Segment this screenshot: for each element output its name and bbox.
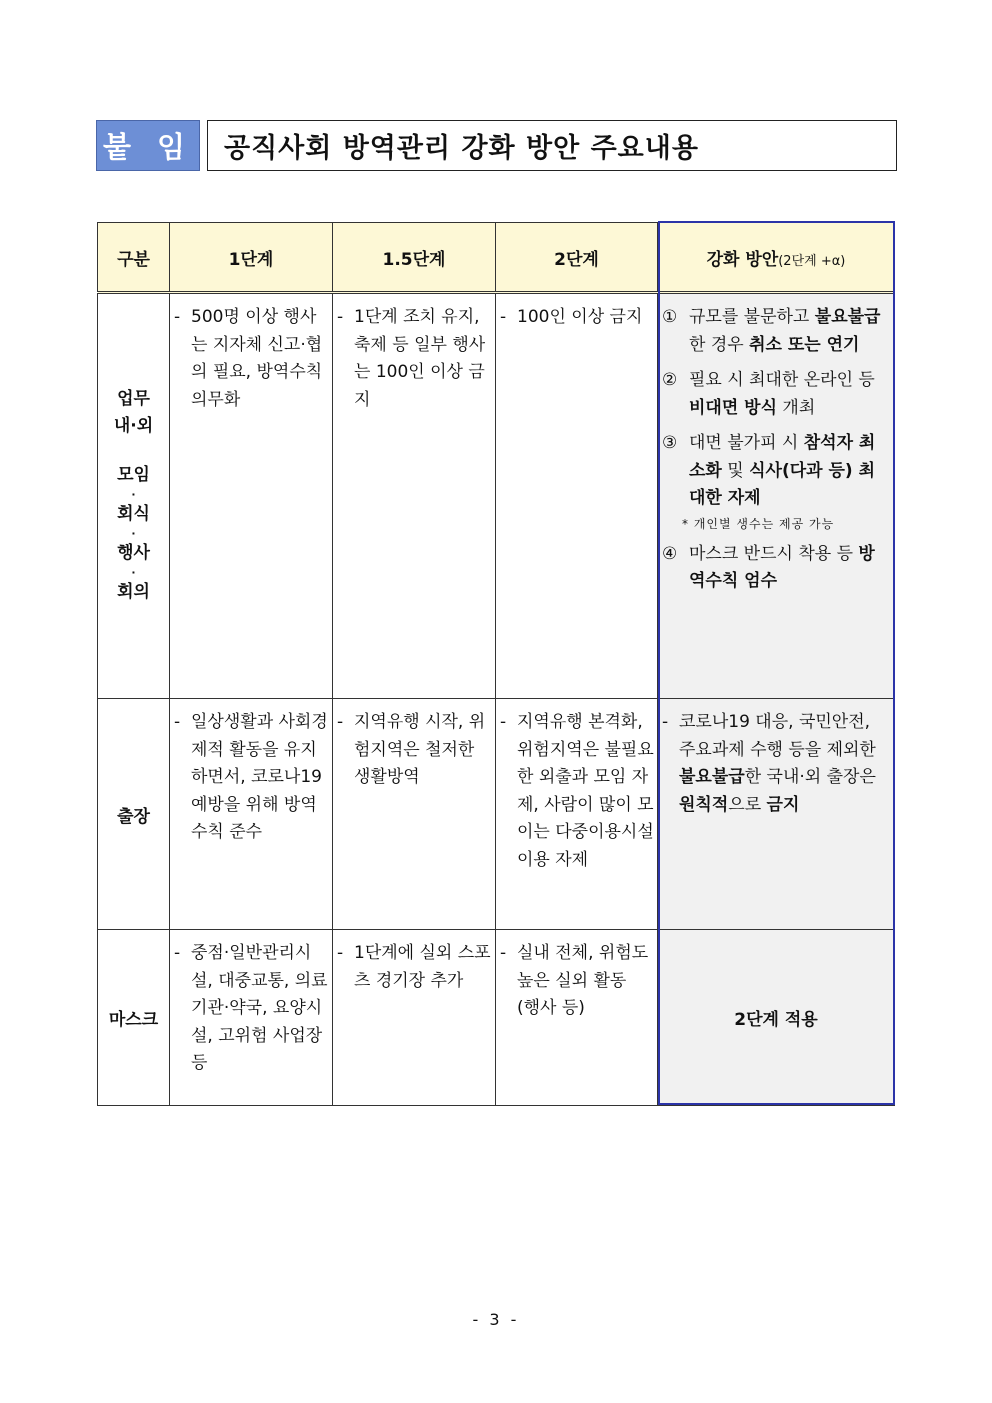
measure-item: [662, 541, 891, 596]
dash-marker: -: [174, 307, 181, 327]
item-emphasis: 식사(다과 등) 최대한 자제: [689, 460, 876, 508]
cell-text: 실내 전체, 위험도 높은 실외 활동 (행사 등): [517, 943, 649, 1018]
dash-marker: -: [500, 307, 507, 327]
table-row: [98, 699, 895, 930]
cell-enhancement: [658, 293, 895, 699]
header-enhancement-sub: (2단계 +α): [778, 253, 846, 269]
cell-stage-1-5: [333, 293, 496, 699]
separator-dot: ·: [131, 488, 136, 501]
cell-stage-2: [496, 699, 658, 930]
cell-emphasis: 원칙적: [679, 794, 729, 815]
cell-stage-1: [170, 699, 333, 930]
cell-emphasis: 금지: [766, 794, 800, 815]
dash-marker: -: [337, 307, 344, 327]
cell-text: 중점·일반관리시설, 대중교통, 의료기관·약국, 요양시설, 고위험 사업장 등: [191, 943, 328, 1073]
item-text: 및: [721, 460, 750, 481]
cell-text: 지역유행 시작, 위험지역은 철저한 생활방역: [354, 712, 486, 787]
cell-stage-1: [170, 930, 333, 1106]
item-number: ③: [662, 433, 678, 453]
cell-text: 지역유행 본격화, 위험지역은 불필요한 외출과 모임 자제, 사람이 많이 모이는 다중이용시설 이용 자제: [517, 712, 654, 870]
item-number: ②: [662, 370, 678, 390]
measure-item: [662, 304, 891, 359]
header-enhancement: [658, 223, 895, 293]
cell-enhancement: 2단계 적용: [658, 930, 895, 1106]
cell-stage-1: [170, 293, 333, 699]
cell-text: 1단계 조치 유지, 축제 등 일부 행사는 100인 이상 금지: [354, 307, 486, 410]
table-row: [98, 930, 895, 1106]
row-label-line: 내·외: [113, 416, 154, 436]
item-number: ①: [662, 307, 678, 327]
item-emphasis: 참석자 최소화: [689, 433, 876, 481]
item-text: 한 경우: [689, 334, 750, 355]
header-stage-1: 1단계: [170, 223, 333, 293]
row-label-meetings: [98, 293, 170, 699]
cell-stage-2: [496, 293, 658, 699]
separator-dot: ·: [131, 566, 136, 579]
cell-text: 100인 이상 금지: [517, 307, 643, 327]
item-text: 필요 시 최대한 온라인 등: [689, 370, 875, 390]
footnote: * 개인별 생수는 제공 가능: [682, 516, 835, 531]
cell-emphasis: 불요불급: [679, 767, 745, 787]
dash-marker: -: [500, 712, 507, 732]
dash-marker: -: [500, 943, 507, 963]
row-label-business-trip: 출장: [98, 699, 170, 930]
item-text: 대면 불가피 시: [689, 433, 804, 453]
cell-text: 1단계에 실외 스포츠 경기장 추가: [354, 943, 491, 991]
cell-text: 으로: [728, 794, 767, 815]
page-number: - 3 -: [472, 1310, 520, 1329]
dash-marker: -: [662, 712, 669, 732]
item-text: 마스크 반드시 착용 등: [689, 543, 859, 564]
cell-text: 일상생활과 사회경제적 활동을 유지하면서, 코로나19 예방을 위해 방역수칙 준수: [191, 712, 328, 842]
measure-item: [662, 367, 891, 422]
dash-marker: -: [337, 712, 344, 732]
item-emphasis: 취소 또는 연기: [749, 334, 860, 355]
header-stage-2: 2단계: [496, 223, 658, 293]
cell-stage-2: [496, 930, 658, 1106]
row-label-line: 회의: [117, 582, 150, 602]
measures-table: [97, 222, 895, 1106]
document-title: 공직사회 방역관리 강화 방안 주요내용: [207, 120, 897, 171]
row-label-line: 회식: [117, 504, 150, 524]
separator-dot: ·: [131, 527, 136, 540]
item-text: 규모를 불문하고: [689, 307, 815, 327]
header-stage-1-5: 1.5단계: [333, 223, 496, 293]
measure-item: [662, 430, 891, 513]
dash-marker: -: [174, 712, 181, 732]
cell-text: 한 국내·외 출장은: [744, 767, 876, 787]
table-header-row: [98, 223, 895, 293]
item-emphasis: 비대면 방식: [689, 397, 778, 418]
header-enhancement-main: 강화 방안: [706, 249, 779, 270]
item-text: 개최: [777, 397, 816, 418]
dash-marker: -: [174, 943, 181, 963]
cell-enhancement: [658, 699, 895, 930]
cell-stage-1-5: [333, 699, 496, 930]
item-number: ④: [662, 543, 678, 564]
dash-marker: -: [337, 943, 344, 963]
table-row: [98, 293, 895, 699]
item-emphasis: 방역수칙 엄수: [689, 543, 875, 591]
row-label-line: 행사: [117, 543, 150, 563]
header-category: 구분: [98, 223, 170, 293]
row-label-mask: 마스크: [98, 930, 170, 1106]
cell-stage-1-5: [333, 930, 496, 1106]
row-label-line: 모임: [117, 465, 150, 485]
cell-text: 코로나19 대응, 국민안전, 주요과제 수행 등을 제외한: [679, 712, 876, 760]
row-label-line: 업무: [117, 389, 150, 409]
attachment-badge: 붙 임: [96, 120, 200, 171]
item-emphasis: 불요불급: [814, 307, 881, 327]
cell-text: 500명 이상 행사는 지자체 신고·협의 필요, 방역수칙 의무화: [191, 307, 323, 410]
